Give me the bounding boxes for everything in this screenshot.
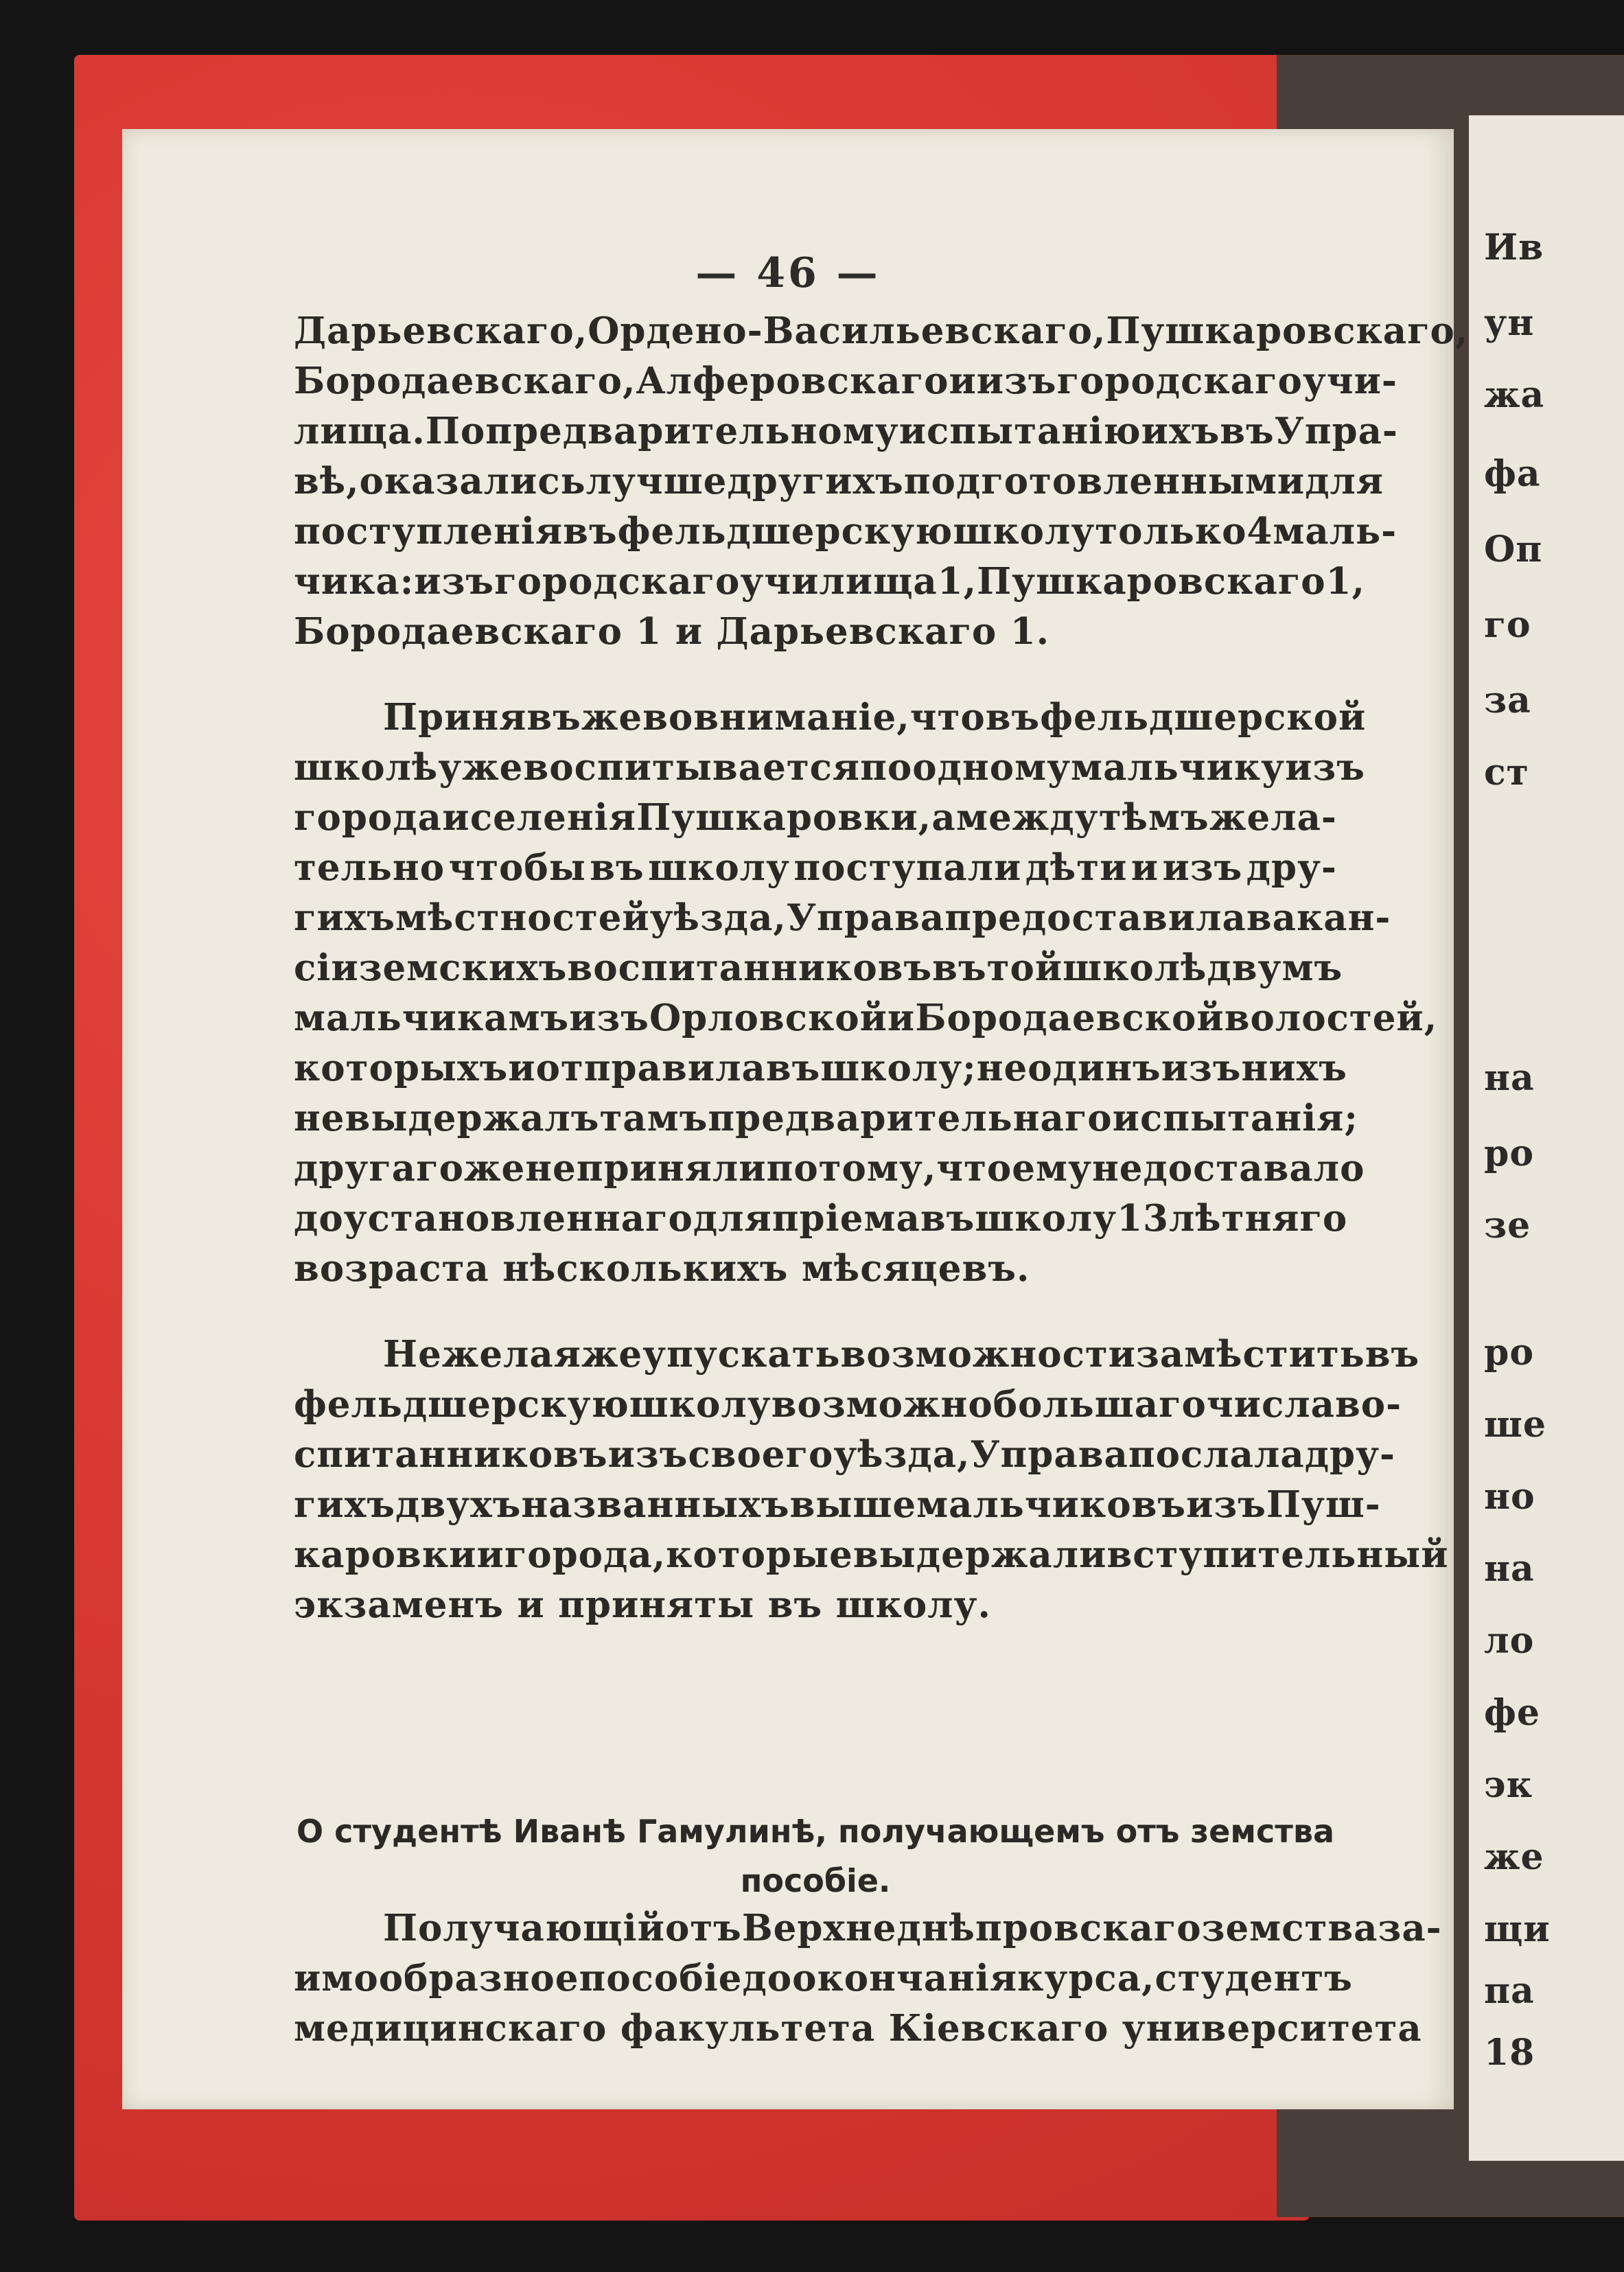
- text-line: каровки и города, которые выдержали вступительный: [294, 1533, 1449, 1576]
- next-page-edge: [1469, 115, 1624, 2161]
- text-line: гихъ мѣстностей уѣзда, Управа предоставила вакан-: [294, 896, 1391, 939]
- next-page-fragment: на: [1484, 1548, 1535, 1590]
- text-line: города и селенія Пушкаровки, а между тѣмъ жела-: [294, 796, 1337, 839]
- text-line: Получающій отъ Верхнеднѣпровскаго земства за-: [383, 1907, 1442, 1949]
- next-page-fragment: ст: [1484, 752, 1529, 793]
- heading-line: пособіе.: [740, 1862, 891, 1899]
- text-line: спитанниковъ изъ своего уѣзда, Управа послала дру-: [294, 1433, 1396, 1476]
- heading-line: О студентѣ Иванѣ Гамулинѣ, получающемъ отъ земства: [296, 1813, 1335, 1850]
- text-line: медицинскаго факультета Кіевскаго университета: [294, 2007, 1422, 2050]
- next-page-fragment: го: [1484, 604, 1531, 646]
- next-page-fragment: фа: [1484, 453, 1541, 495]
- section-heading: [294, 1807, 1337, 1905]
- text-line: школѣ уже воспитывается по одному мальчику изъ: [294, 746, 1365, 789]
- text-line: лища. По предварительному испытанію ихъ въ Упра-: [294, 410, 1398, 452]
- text-line: не выдержалъ тамъ предварительнаго испытанія;: [294, 1097, 1358, 1139]
- text-line: другаго же не приняли потому, что ему недоставало: [294, 1147, 1365, 1190]
- text-line: экзаменъ и приняты въ школу.: [294, 1584, 991, 1626]
- next-page-fragment: ло: [1484, 1620, 1535, 1662]
- text-line: мальчикамъ изъ Орловской и Бородаевской волостей,: [294, 997, 1438, 1039]
- text-line: Не желая же упускать возможности замѣстить въ: [383, 1333, 1420, 1376]
- text-line: вѣ, оказались лучше другихъ подготовленными для: [294, 460, 1384, 502]
- next-page-fragment: же: [1484, 1836, 1544, 1878]
- next-page-fragment: жа: [1484, 374, 1545, 416]
- next-page-fragment: ун: [1484, 302, 1535, 344]
- text-line: которыхъ и отправила въ школу; не одинъ изъ нихъ: [294, 1047, 1347, 1089]
- next-page-fragment: ро: [1484, 1332, 1535, 1373]
- book-page: [122, 129, 1469, 2109]
- text-line: Бородаевскаго, Алферовскаго и изъ городскаго учи-: [294, 360, 1397, 402]
- next-page-fragment: фе: [1484, 1692, 1540, 1734]
- next-page-fragment: ше: [1484, 1404, 1546, 1446]
- body-text: [294, 306, 1469, 1630]
- text-line: тельно чтобы въ школу поступали дѣти и изъ дру-: [294, 846, 1337, 889]
- next-page-fragment: Ив: [1484, 227, 1544, 268]
- next-page-fragment: ро: [1484, 1133, 1535, 1174]
- next-page-fragment: на: [1484, 1057, 1535, 1099]
- next-page-fragment: Оп: [1484, 529, 1543, 570]
- next-page-fragment: но: [1484, 1476, 1535, 1518]
- text-line: до установленнаго для пріема въ школу 13 лѣтняго: [294, 1197, 1348, 1240]
- next-page-fragment: 18: [1484, 2032, 1535, 2074]
- text-line: возраста нѣсколькихъ мѣсяцевъ.: [294, 1247, 1030, 1290]
- next-page-fragment: эк: [1484, 1764, 1533, 1806]
- text-line: фельдшерскую школу возможно большаго числа во-: [294, 1383, 1402, 1426]
- text-line: имообразное пособіе до окончанія курса, студентъ: [294, 1957, 1353, 1999]
- text-line: Дарьевскаго, Ордено-Васильевскаго, Пушкаровскаго,: [294, 310, 1469, 352]
- text-line: чика: изъ городскаго училища 1, Пушкаровскаго 1,: [294, 560, 1365, 603]
- next-page-fragment: па: [1484, 1970, 1535, 2012]
- text-line: сіи земскихъ воспитанниковъ въ той школѣ двумъ: [294, 947, 1343, 989]
- text-line: Принявъ же во вниманіе, что въ фельдшерской: [383, 696, 1367, 739]
- next-page-fragment: щи: [1484, 1908, 1551, 1950]
- text-line: гихъ двухъ названныхъ выше мальчиковъ изъ Пуш-: [294, 1483, 1381, 1526]
- next-page-fragment: зе: [1484, 1205, 1531, 1247]
- text-line: Бородаевскаго 1 и Дарьевскаго 1.: [294, 610, 1050, 653]
- text-line: поступленія въ фельдшерскую школу только 4 маль-: [294, 510, 1397, 553]
- final-paragraph: [294, 1903, 1442, 2054]
- next-page-fragment: за: [1484, 680, 1531, 721]
- page-number: — 46 —: [695, 249, 881, 297]
